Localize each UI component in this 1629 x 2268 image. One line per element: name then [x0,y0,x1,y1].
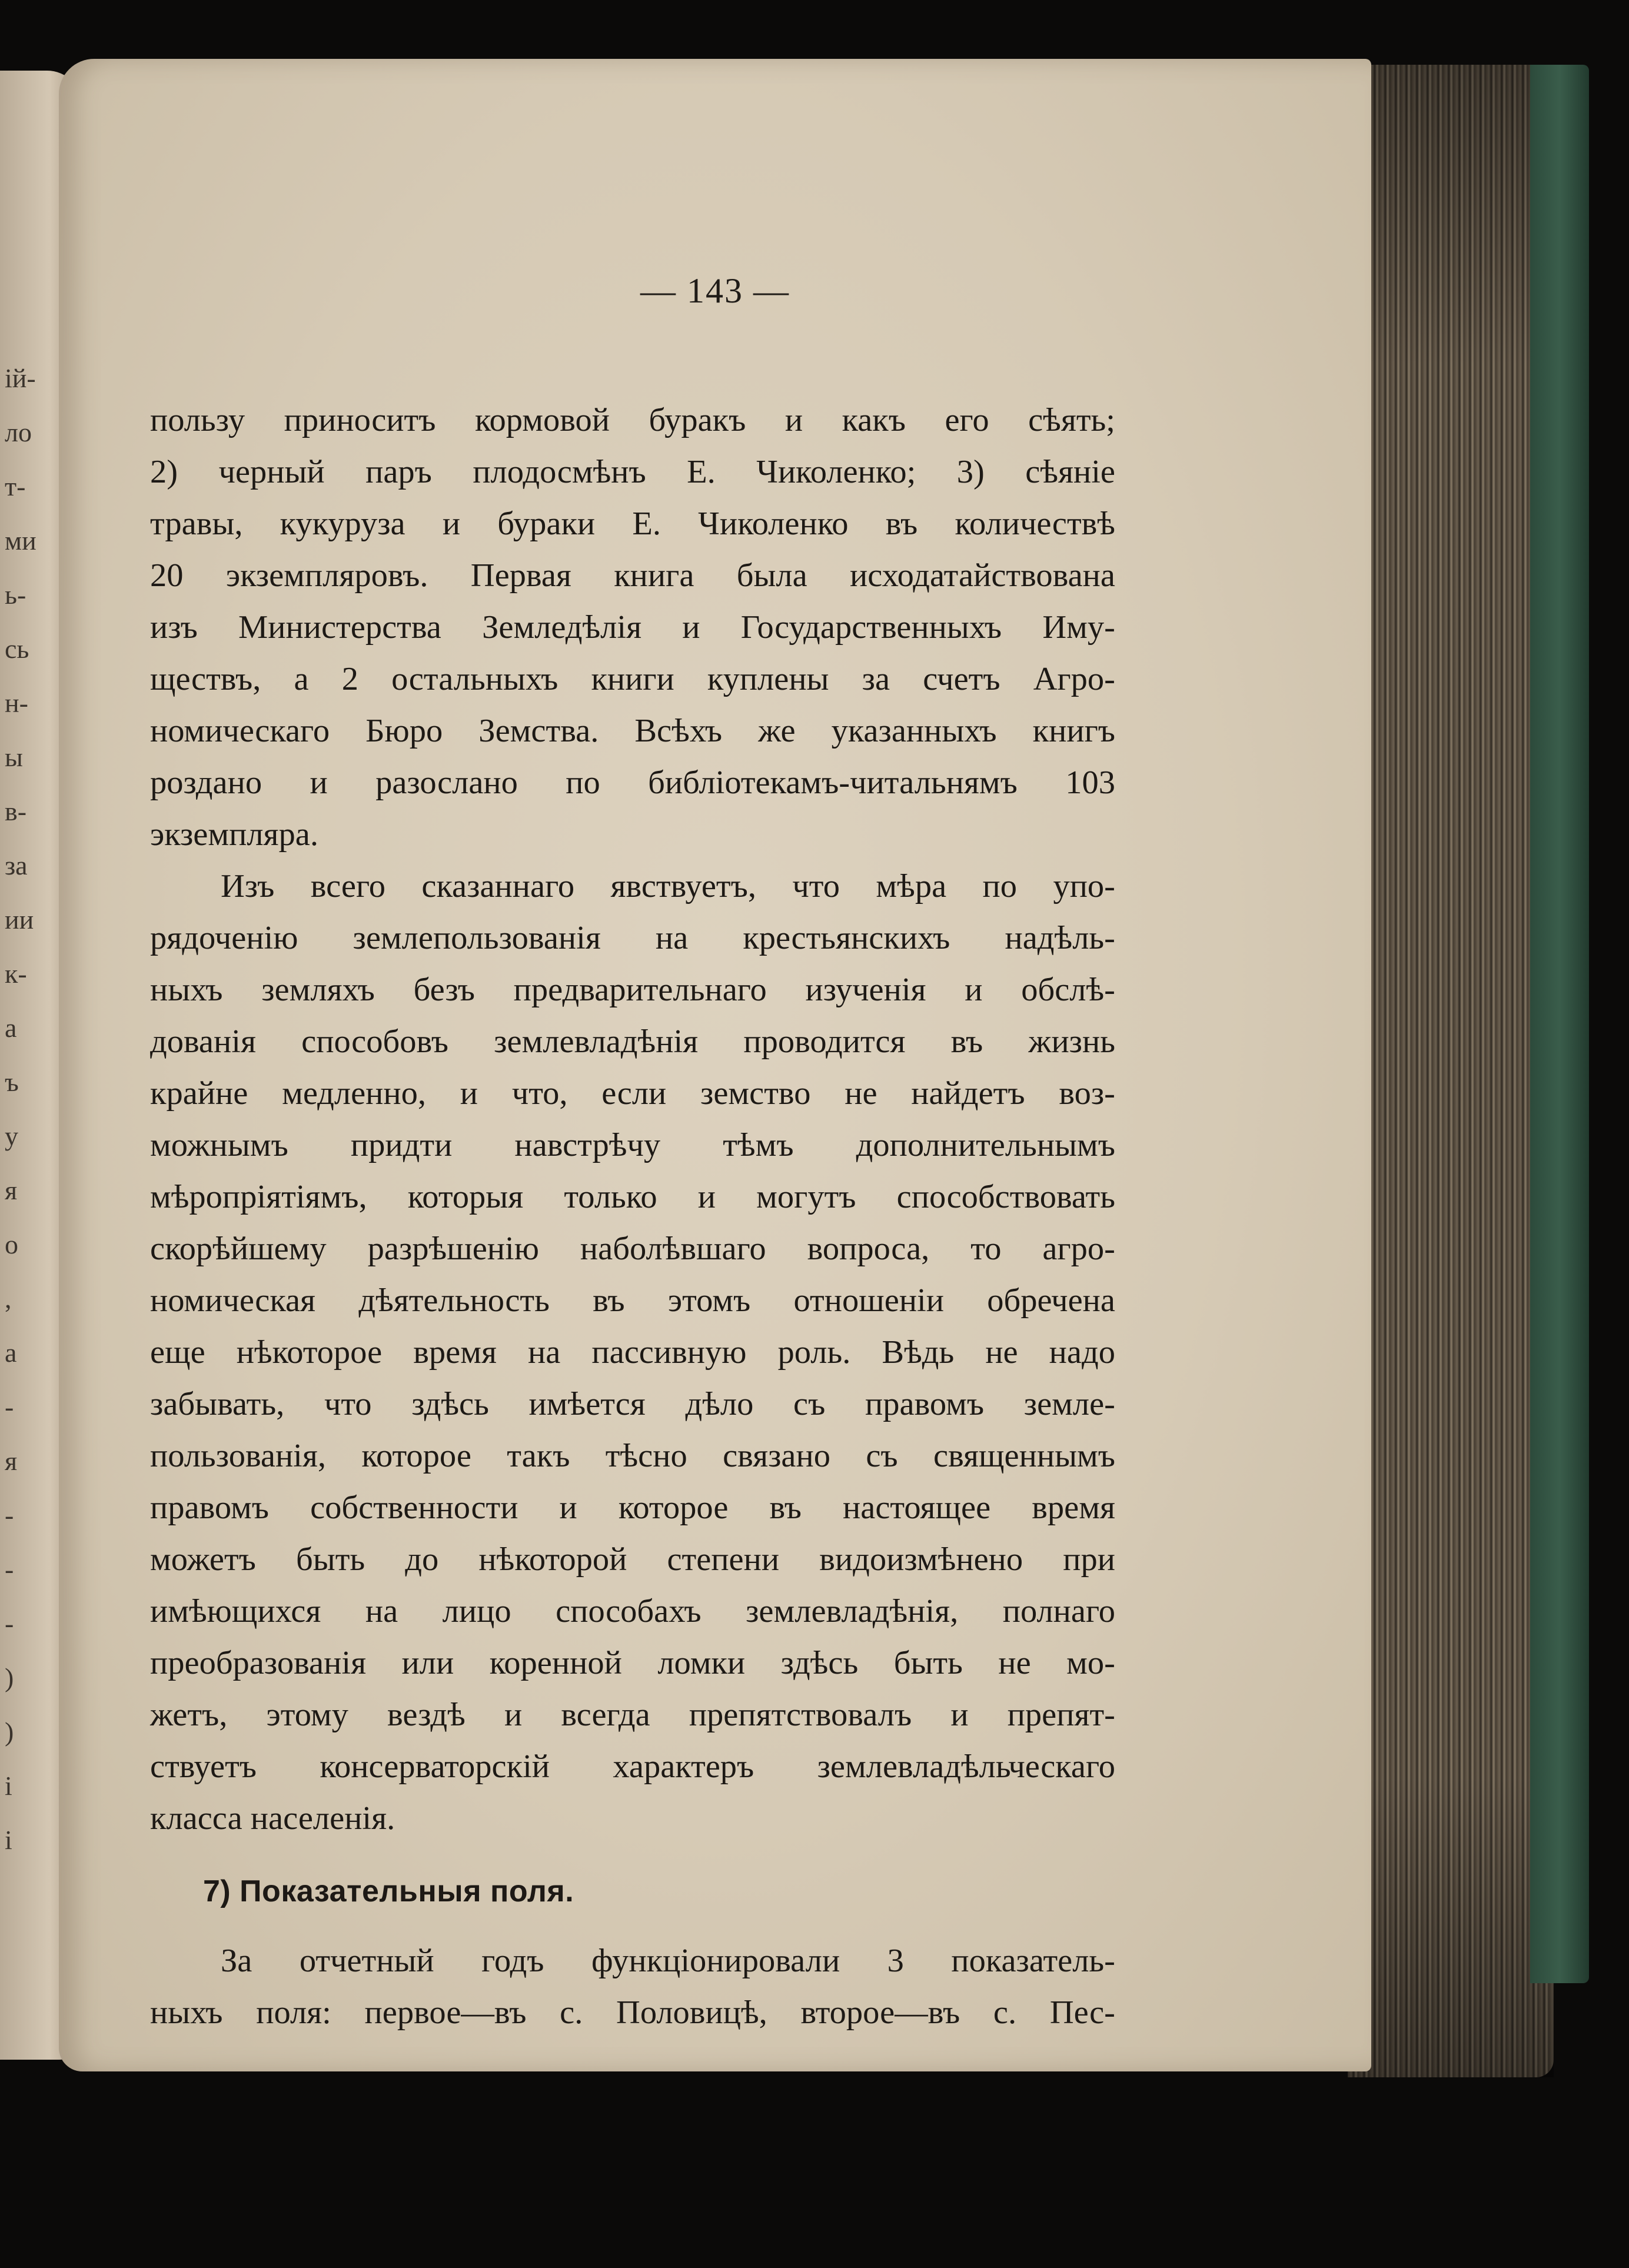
text-line: пользу приноситъ кормовой буракъ и какъ его сѣять; [150,402,1115,438]
margin-fragment: , [5,1283,12,1313]
margin-fragment: сь [5,634,29,664]
text-line: правомъ собственности и которое въ настоящее время [150,1489,1115,1526]
margin-fragment: ) [5,1717,14,1747]
margin-fragment: ) [5,1662,14,1692]
margin-fragment: за [5,850,28,880]
margin-fragment: к- [5,959,27,989]
text-line: дованія способовъ землевладѣнія проводится въ жизнь [150,1023,1115,1060]
text-line: рядоченію землепользованія на крестьянскихъ надѣль- [150,920,1115,956]
paragraph-3 [150,1935,1115,2038]
book-page [59,59,1371,2071]
text-line: травы, кукуруза и бураки Е. Чиколенко въ количествѣ [150,506,1115,542]
text-line: жетъ, этому вездѣ и всегда препятствовалъ и препят- [150,1697,1115,1733]
text-line: ществъ, а 2 остальныхъ книги куплены за счетъ Агро- [150,661,1115,697]
margin-fragment: ми [5,526,36,556]
text-line: крайне медленно, и что, если земство не найдетъ воз- [150,1075,1115,1112]
text-line: 20 экземпляровъ. Первая книга была исходатайствована [150,557,1115,594]
margin-fragment: я [5,1175,18,1205]
text-line: преобразованія или коренной ломки здѣсь быть не мо- [150,1645,1115,1681]
text-line: можетъ быть до нѣкоторой степени видоизмѣнено при [150,1541,1115,1578]
text-line: изъ Министерства Земледѣлія и Государственныхъ Иму- [150,609,1115,646]
text-line: мѣропріятіямъ, которыя только и могутъ способствовать [150,1179,1115,1215]
margin-fragment: - [5,1392,14,1422]
margin-fragment: у [5,1121,18,1151]
margin-fragment: - [5,1500,14,1530]
text-line: ствуетъ консерваторскій характеръ землевладѣльческаго [150,1748,1115,1785]
margin-fragment: а [5,1013,17,1043]
margin-fragment: о [5,1229,18,1259]
page-text [150,394,1115,2038]
margin-fragment: і [5,1825,12,1855]
margin-fragment: - [5,1608,14,1638]
paragraph-2 [150,860,1115,1844]
text-line: ныхъ поля: первое—въ с. Половицѣ, второе—въ с. Пес- [150,1994,1115,2031]
text-line: пользованія, которое такъ тѣсно связано съ священнымъ [150,1438,1115,1474]
text-line: номическаго Бюро Земства. Всѣхъ же указанныхъ книгъ [150,713,1115,749]
text-line: За отчетный годъ функціонировали 3 показатель- [221,1943,1115,1979]
margin-fragment: н- [5,688,28,718]
margin-fragment: - [5,1554,14,1584]
margin-fragment: ии [5,904,34,935]
text-line: экземпляра. [150,816,318,853]
margin-fragment: ь- [5,580,26,610]
text-line: еще нѣкоторое время на пассивную роль. Вѣдь не надо [150,1334,1115,1371]
text-line: можнымъ придти навстрѣчу тѣмъ дополнительнымъ [150,1127,1115,1163]
text-line: Изъ всего сказаннаго явствуетъ, что мѣра по упо- [221,868,1115,904]
paragraph-1 [150,394,1115,860]
margin-fragment: в- [5,796,27,826]
page-number: — 143 — [640,271,790,310]
text-line: 2) черный паръ плодосмѣнъ Е. Чиколенко; 3) сѣяніе [150,454,1115,490]
margin-fragment: ы [5,742,23,772]
text-line: забывать, что здѣсь имѣется дѣло съ правомъ земле- [150,1386,1115,1422]
margin-fragment: ъ [5,1067,19,1097]
margin-fragment: ій- [5,363,36,393]
margin-fragment: т- [5,471,26,501]
margin-fragment: ло [5,417,32,447]
text-line: скорѣйшему разрѣшенію наболѣвшаго вопроса, то агро- [150,1231,1115,1267]
text-line: класса населенія. [150,1800,395,1837]
margin-fragment: я [5,1446,18,1476]
text-line: ныхъ земляхъ безъ предварительнаго изученія и обслѣ- [150,972,1115,1008]
text-line: роздано и разослано по библіотекамъ-читальнямъ 103 [150,764,1115,801]
text-line: имѣющихся на лицо способахъ землевладѣнія, полнаго [150,1593,1115,1629]
book-cover [1530,65,1589,1983]
text-line: номическая дѣятельность въ этомъ отношеніи обречена [150,1282,1115,1319]
margin-fragment: і [5,1771,12,1801]
page-block-edges [1348,65,1554,2077]
margin-fragment: а [5,1338,17,1368]
section-heading: 7) Показательныя поля. [203,1874,574,1908]
